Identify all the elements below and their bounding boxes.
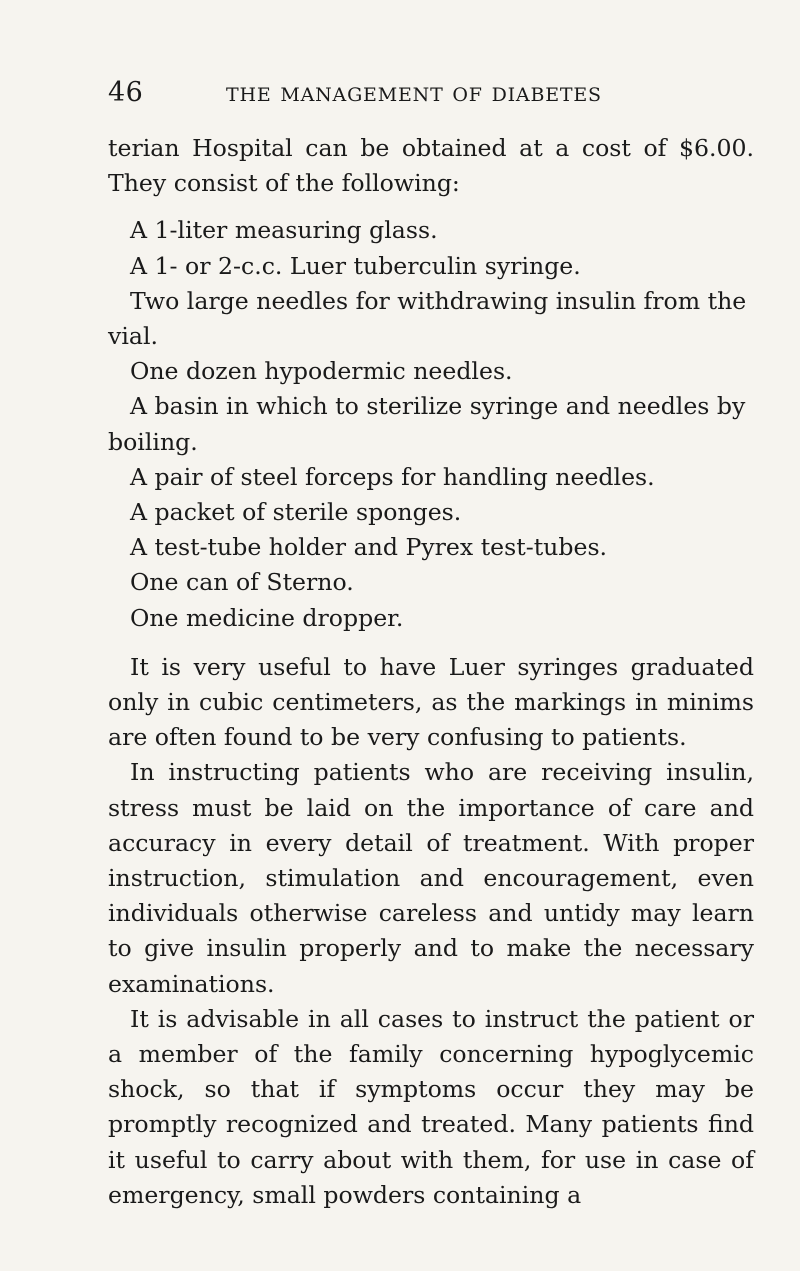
paragraph-luer-syringes: It is very useful to have Luer syringes graduated only in cubic centimeters, as the markings in minims are often found to be very confusing to patients. bbox=[108, 652, 754, 752]
supply-list bbox=[108, 213, 754, 635]
body-text bbox=[108, 131, 754, 1213]
page-number: 46 bbox=[108, 77, 144, 108]
paragraph-instructing-patients: In instructing patients who are receiving insulin, stress must be laid on the importance of care and accuracy in every detail of treatment. With proper instruction, stimulation and encouragement, even individuals otherwise careless and untidy may learn to give insulin properly and to make the necessary examinations. bbox=[108, 758, 754, 998]
list-item: A 1-liter measuring glass. bbox=[130, 216, 438, 245]
book-page bbox=[108, 78, 754, 1213]
intro-paragraph: terian Hospital can be obtained at a cost of $6.00. They consist of the following: bbox=[108, 134, 754, 198]
running-title: THE MANAGEMENT OF DIABETES bbox=[226, 84, 602, 106]
list-item: A basin in which to sterilize syringe and needles by boiling. bbox=[108, 392, 746, 456]
list-item: Two large needles for withdrawing insulin from the vial. bbox=[108, 286, 747, 351]
list-item: A test-tube holder and Pyrex test-tubes. bbox=[130, 533, 608, 562]
list-item: A pair of steel forceps for handling needles. bbox=[130, 462, 655, 491]
paragraph-hypoglycemic-shock: It is advisable in all cases to instruct the patient or a member of the family concerning hypoglycemic shock, so that if symptoms occur they may be promptly recognized and treated. Many patients find it useful to carry about with them, for use in case of emergency, small powders containing a bbox=[108, 1004, 754, 1209]
running-head bbox=[108, 78, 754, 114]
list-item: One medicine dropper. bbox=[130, 603, 404, 632]
list-item: One can of Sterno. bbox=[130, 568, 354, 597]
list-item: A 1- or 2-c.c. Luer tuberculin syringe. bbox=[130, 251, 581, 280]
list-item: One dozen hypodermic needles. bbox=[130, 357, 513, 386]
list-item: A packet of sterile sponges. bbox=[130, 498, 462, 527]
